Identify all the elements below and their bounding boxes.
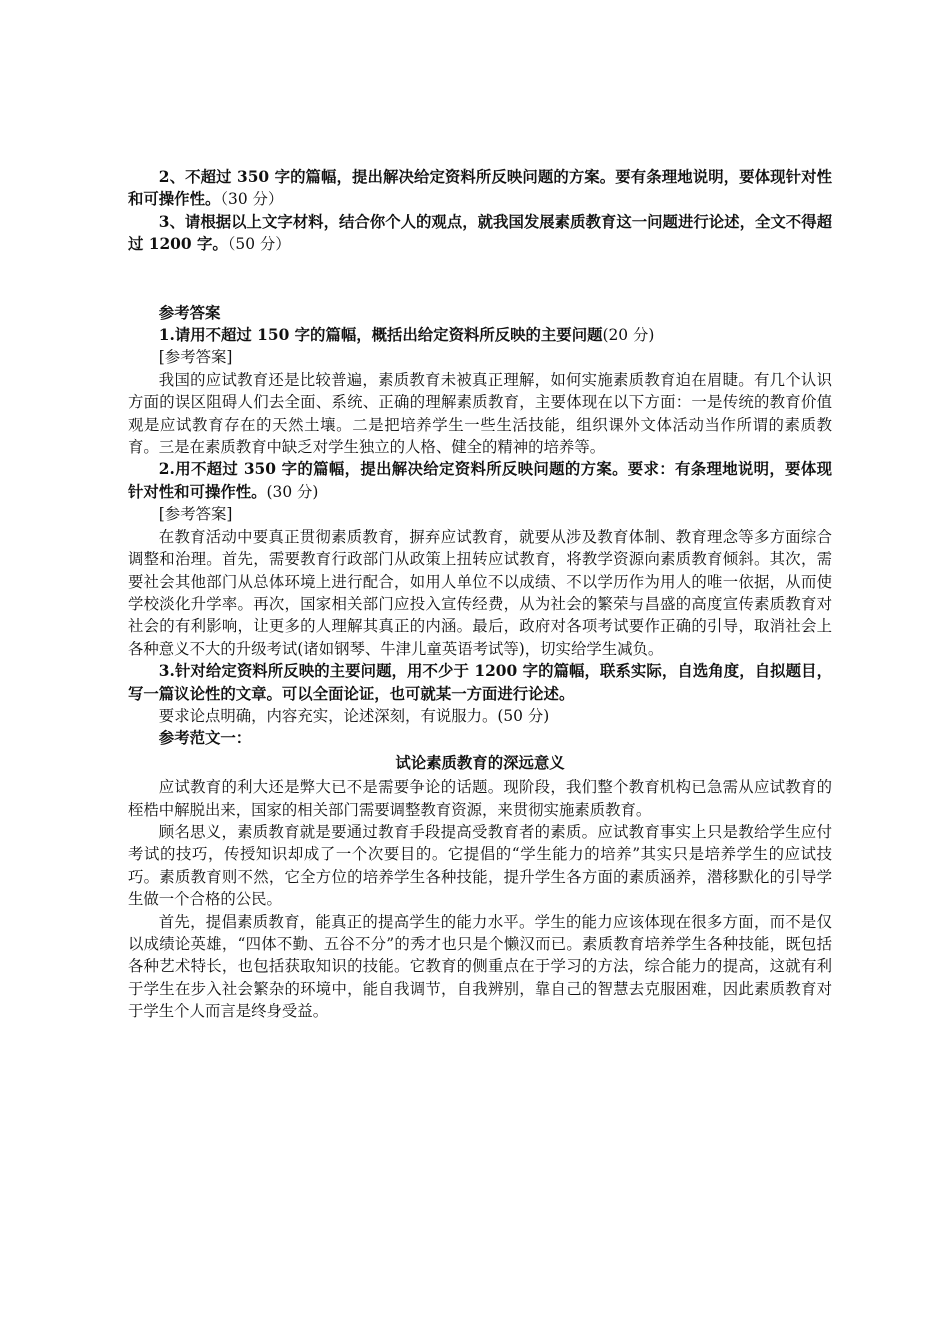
answer-2-label: [参考答案] <box>158 505 233 524</box>
question-2-text: 2、不超过 350 字的篇幅，提出解决给定资料所反映问题的方案。要有条理地说明，要体现针对性和可操作性。 <box>128 168 832 209</box>
essay-paragraph: 顾名思义，素质教育就是要通过教育手段提高受教育者的素质。应试教育事实上只是教给学生应付考试的技巧，传授知识却成了一个次要目的。它提倡的“学生能力的培养”其实只是培养学生的应试技巧。素质教育则不然，它全方位的培养学生各种技能，提升学生各方面的素质涵养，潜移默化的引导学生做一个合格的公民。 <box>128 822 832 909</box>
answer-3-requirement: 要求论点明确，内容充实，论述深刻，有说服力。(50 分) <box>158 706 550 725</box>
question-2-score: （30 分） <box>220 190 284 209</box>
answer-2-text: 在教育活动中要真正贯彻素质教育，摒弃应试教育，就要从涉及教育体制、教育理念等多方面综合调整和治理。首先，需要教育行政部门从政策上扭转应试教育，将教学资源向素质教育倾斜。其次，需要社会其他部门从总体环境上进行配合，如用人单位不以成绩、不以学历作为用人的唯一依据，从而使学校淡化升学率。再次，国家相关部门应投入宣传经费，从为社会的繁荣与昌盛的高度宣传素质教育对社会的有利影响，让更多的人理解其真正的内涵。最后，政府对各项考试要作正确的引导，取消社会上各种意义不大的升级考试(诸如钢琴、牛津儿童英语考试等)，切实给学生减负。 <box>128 527 832 658</box>
question-3 <box>128 211 832 256</box>
essay-paragraph: 应试教育的利大还是弊大已不是需要争论的话题。现阶段，我们整个教育机构已急需从应试教育的桎梏中解脱出来，国家的相关部门需要调整教育资源，来贯彻实施素质教育。 <box>128 778 832 819</box>
document-body <box>128 166 832 1023</box>
essay-paragraph: 首先，提倡素质教育，能真正的提高学生的能力水平。学生的能力应该体现在很多方面，而不是仅以成绩论英雄，“四体不勤、五谷不分”的秀才也只是个懒汉而已。素质教育培养学生各种技能，既包括各种艺术特长，也包括获取知识的技能。它教育的侧重点在于学习的方法，综合能力的提高，这就有利于学生在步入社会繁杂的环境中，能自我调节，自我辨别，靠自己的智慧去克服困难，因此素质教育对于学生个人而言是终身受益。 <box>128 912 832 1021</box>
answer-1-text: 我国的应试教育还是比较普遍，素质教育未被真正理解，如何实施素质教育迫在眉睫。有几个认识方面的误区阻碍人们去全面、系统、正确的理解素质教育，主要体现在以下方面：一是传统的教育价值观是应试教育存在的天然土壤。二是把培养学生一些生活技能，组织课外文体活动当作所谓的素质教育。三是在素质教育中缺乏对学生独立的人格、健全的精神的培养等。 <box>128 370 832 457</box>
question-2 <box>128 166 832 211</box>
answer-1-label: [参考答案] <box>158 348 233 367</box>
answer-2-title-text: 2.用不超过 350 字的篇幅，提出解决给定资料所反映问题的方案。要求：有条理地说明，要体现针对性和可操作性。 <box>128 460 832 501</box>
answer-1-title-text: 1.请用不超过 150 字的篇幅，概括出给定资料所反映的主要问题 <box>158 326 603 345</box>
question-3-score: （50 分） <box>227 235 291 254</box>
answer-1-title <box>128 324 832 346</box>
sample-essay-label: 参考范文一： <box>158 729 252 748</box>
question-3-text: 3、请根据以上文字材料，结合你个人的观点，就我国发展素质教育这一问题进行论述，全文不得超过 1200 字。 <box>128 212 832 254</box>
answer-2-score: (30 分) <box>266 482 319 501</box>
answer-1-score: (20 分) <box>602 326 655 345</box>
answer-2-title <box>128 458 832 503</box>
essay-title: 试论素质教育的深远意义 <box>395 753 565 772</box>
section-spacer <box>128 256 832 302</box>
answers-heading: 参考答案 <box>158 303 221 322</box>
answer-3-title: 3.针对给定资料所反映的主要问题，用不少于 1200 字的篇幅，联系实际，自选角度，自拟题目，写一篇议论性的文章。可以全面论证，也可就某一方面进行论述。 <box>128 662 832 703</box>
